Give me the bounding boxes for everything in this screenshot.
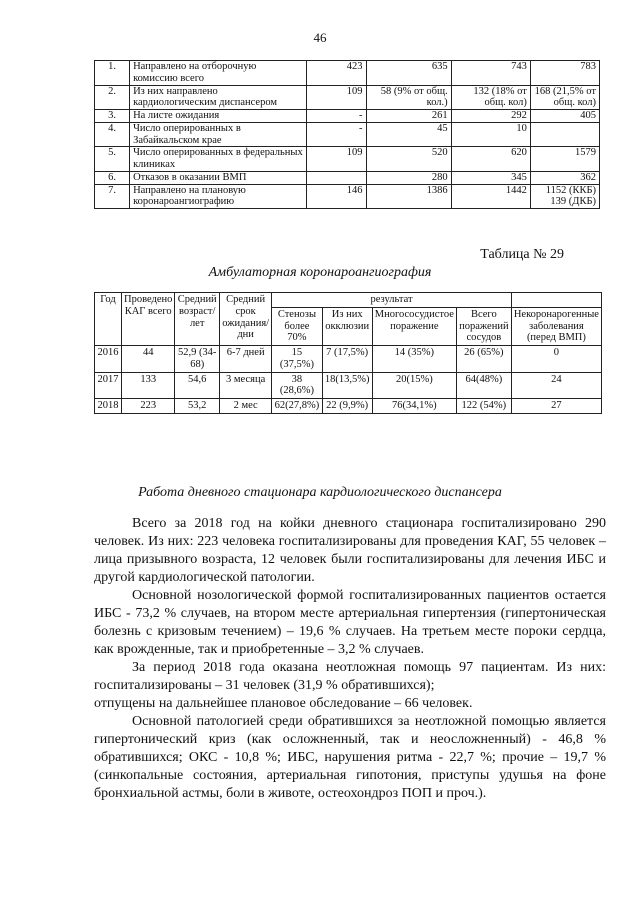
paragraph: отпущены на дальнейшее плановое обследование – 66 человек. xyxy=(94,696,473,711)
cell-year: 2017 xyxy=(95,372,122,399)
cell-value: 109 xyxy=(307,147,366,172)
cell-age: 53,2 xyxy=(175,399,220,414)
cell-kag: 133 xyxy=(122,372,175,399)
row-label: Отказов в оказании ВМП xyxy=(130,171,307,184)
cell-age: 52,9 (34-68) xyxy=(175,346,220,373)
table-row xyxy=(95,346,602,373)
paragraph: Всего за 2018 год на койки дневного стационара госпитализировано 290 человек. Из них: 223 человека госпитализированы для проведения КАГ, 55 человек – лица призывного возраста, 12 человек были госпитализированы для лечения ИБС и другой кардиологической патологии. xyxy=(94,516,606,585)
cell-stenosis: 38 (28,6%) xyxy=(272,372,322,399)
cell-noncoronary: 0 xyxy=(511,346,601,373)
cell-value: 261 xyxy=(366,110,451,123)
cell-value: 620 xyxy=(451,147,530,172)
cell-value xyxy=(530,122,599,147)
cell-wait: 6-7 дней xyxy=(220,346,272,373)
cell-value: 362 xyxy=(530,171,599,184)
table-header-row xyxy=(95,293,602,308)
row-label: Из них направлено кардиологическим диспансером xyxy=(130,85,307,110)
cell-value: 743 xyxy=(451,61,530,86)
cell-total: 26 (65%) xyxy=(456,346,511,373)
cell-value: - xyxy=(307,110,366,123)
row-label: Направлено на отборочную комиссию всего xyxy=(130,61,307,86)
row-label: На листе ожидания xyxy=(130,110,307,123)
cell-value: 1152 (ККБ) 139 (ДКБ) xyxy=(530,184,599,209)
table-title: Амбулаторная коронароангиография xyxy=(208,265,432,280)
body-text xyxy=(94,515,606,803)
cell-value: 168 (21,5% от общ. кол) xyxy=(530,85,599,110)
row-number: 2. xyxy=(95,85,130,110)
row-number: 5. xyxy=(95,147,130,172)
cell-wait: 3 месяца xyxy=(220,372,272,399)
cell-multivessel: 76(34,1%) xyxy=(372,399,456,414)
cell-value: 783 xyxy=(530,61,599,86)
cell-value: 520 xyxy=(366,147,451,172)
referral-table xyxy=(94,60,600,209)
table-row xyxy=(95,122,600,147)
cell-age: 54,6 xyxy=(175,372,220,399)
cell-wait: 2 мес xyxy=(220,399,272,414)
cell-value: 58 (9% от общ. кол.) xyxy=(366,85,451,110)
cell-occlusion: 18(13,5%) xyxy=(322,372,372,399)
cell-value: 146 xyxy=(307,184,366,209)
row-label: Число оперированных в Забайкальском крае xyxy=(130,122,307,147)
header-multivessel: Многососудистое поражение xyxy=(372,307,456,345)
cell-value: 45 xyxy=(366,122,451,147)
cell-value: 132 (18% от общ. кол) xyxy=(451,85,530,110)
cell-value: 280 xyxy=(366,171,451,184)
header-total: Всего поражений сосудов xyxy=(456,307,511,345)
cell-value xyxy=(307,171,366,184)
cell-year: 2016 xyxy=(95,346,122,373)
table-row xyxy=(95,85,600,110)
header-empty xyxy=(511,293,601,308)
table-row xyxy=(95,184,600,209)
header-wait: Средний срок ожидания/ дни xyxy=(220,293,272,346)
coronary-angiography-table xyxy=(94,292,602,414)
cell-value: - xyxy=(307,122,366,147)
row-number: 6. xyxy=(95,171,130,184)
header-noncoronary: Некоронарогенные заболевания (перед ВМП) xyxy=(511,307,601,345)
row-number: 1. xyxy=(95,61,130,86)
cell-kag: 223 xyxy=(122,399,175,414)
row-number: 7. xyxy=(95,184,130,209)
header-occlusion: Из них окклюзии xyxy=(322,307,372,345)
row-number: 4. xyxy=(95,122,130,147)
cell-noncoronary: 24 xyxy=(511,372,601,399)
cell-multivessel: 14 (35%) xyxy=(372,346,456,373)
header-year: Год xyxy=(95,293,122,346)
cell-stenosis: 15 (37,5%) xyxy=(272,346,322,373)
table-row xyxy=(95,61,600,86)
cell-value: 423 xyxy=(307,61,366,86)
cell-value: 635 xyxy=(366,61,451,86)
table-row xyxy=(95,171,600,184)
cell-value: 292 xyxy=(451,110,530,123)
table-row xyxy=(95,372,602,399)
table-row xyxy=(95,399,602,414)
table-row xyxy=(95,110,600,123)
cell-total: 122 (54%) xyxy=(456,399,511,414)
cell-total: 64(48%) xyxy=(456,372,511,399)
table-number-label: Таблица № 29 xyxy=(480,247,564,262)
cell-year: 2018 xyxy=(95,399,122,414)
cell-value: 109 xyxy=(307,85,366,110)
cell-noncoronary: 27 xyxy=(511,399,601,414)
cell-value: 1386 xyxy=(366,184,451,209)
cell-occlusion: 7 (17,5%) xyxy=(322,346,372,373)
section-title: Работа дневного стационара кардиологического диспансера xyxy=(138,485,502,500)
header-age: Средний возраст/ лет xyxy=(175,293,220,346)
cell-value: 345 xyxy=(451,171,530,184)
row-label: Направлено на плановую коронароангиографию xyxy=(130,184,307,209)
paragraph: Основной нозологической формой госпитализированных пациентов остается ИБС - 73,2 % случаев, на втором месте артериальная гипертензия (гипертоническая болезнь с кризовым течением) – 19,6 % случаев. На третьем месте пороки сердца, как врожденные, так и приобретенные – 3,2 % случаев. xyxy=(94,588,606,657)
page-number: 46 xyxy=(313,30,327,45)
paragraph: За период 2018 года оказана неотложная помощь 97 пациентам. Из них: госпитализированы – 31 человек (31,9 % обратившихся); xyxy=(94,660,606,693)
row-label: Число оперированных в федеральных клиниках xyxy=(130,147,307,172)
cell-occlusion: 22 (9,9%) xyxy=(322,399,372,414)
cell-stenosis: 62(27,8%) xyxy=(272,399,322,414)
cell-value: 1579 xyxy=(530,147,599,172)
paragraph: Основной патологией среди обратившихся за неотложной помощью является гипертонический криз (как осложненный, так и неосложненный) - 46,8 % обратившихся; ОКС - 10,8 %; ИБС, нарушения ритма - 22,7 %; прочие – 19,7 % (синкопальные состояния, артериальная гипотония, приступы удушья на фоне бронхиальной астмы, боли в животе, остеохондроз ПОП и проч.). xyxy=(94,714,606,801)
table-row xyxy=(95,147,600,172)
row-number: 3. xyxy=(95,110,130,123)
cell-multivessel: 20(15%) xyxy=(372,372,456,399)
cell-value: 405 xyxy=(530,110,599,123)
header-kag: Проведено КАГ всего xyxy=(122,293,175,346)
header-result: результат xyxy=(272,293,512,308)
cell-kag: 44 xyxy=(122,346,175,373)
cell-value: 1442 xyxy=(451,184,530,209)
header-stenosis: Стенозы более 70% xyxy=(272,307,322,345)
cell-value: 10 xyxy=(451,122,530,147)
